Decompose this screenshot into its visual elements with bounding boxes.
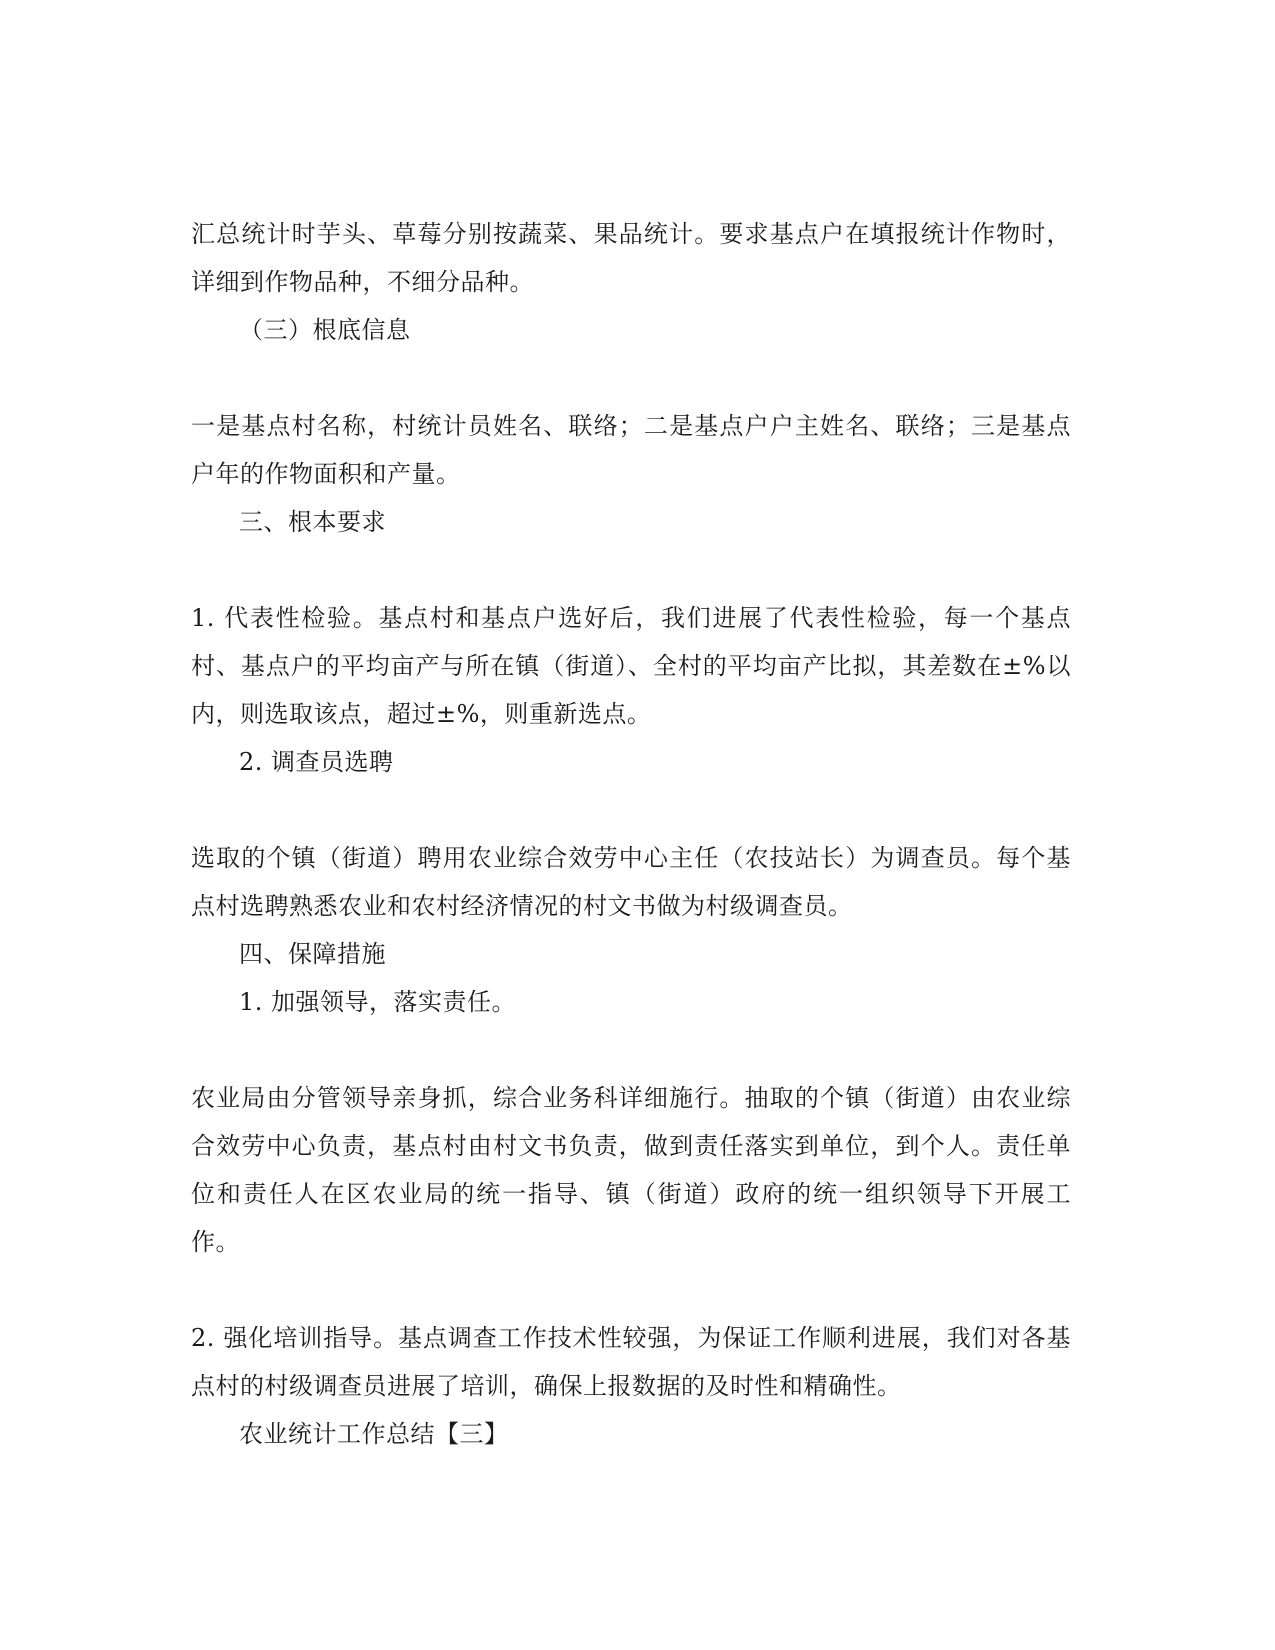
paragraph-leadership: 农业局由分管领导亲身抓，综合业务科详细施行。抽取的个镇（街道）由农业综合效劳中心负责，基点村由村文书负责，做到责任落实到单位，到个人。责任单位和责任人在区农业局的统一指导、镇（街道）政府的统一组织领导下开展工作。: [191, 1084, 1071, 1256]
heading-strengthen-leadership: 1. 加强领导，落实责任。: [239, 988, 517, 1016]
paragraph-basic-info: 一是基点村名称，村统计员姓名、联络；二是基点户户主姓名、联络；三是基点户年的作物面积和产量。: [191, 412, 1071, 488]
paragraph-crop-statistics: 汇总统计时芋头、草莓分别按蔬菜、果品统计。要求基点户在填报统计作物时，详细到作物品种，不细分品种。: [191, 220, 1071, 296]
paragraph-training: 2. 强化培训指导。基点调查工作技术性较强，为保证工作顺利进展，我们对各基点村的村级调查员进展了培训，确保上报数据的及时性和精确性。: [191, 1324, 1071, 1400]
heading-investigator-hiring: 2. 调查员选聘: [239, 748, 394, 776]
heading-basic-requirements: 三、根本要求: [239, 508, 386, 536]
paragraph-representativeness: 1. 代表性检验。基点村和基点户选好后，我们进展了代表性检验，每一个基点村、基点户的平均亩产与所在镇（街道）、全村的平均亩产比拟，其差数在±%以内，则选取该点，超过±%，则重新选点。: [191, 604, 1071, 728]
heading-basic-info: （三）根底信息: [239, 316, 411, 344]
heading-summary-three: 农业统计工作总结【三】: [239, 1420, 509, 1448]
heading-safeguard-measures: 四、保障措施: [239, 940, 386, 968]
paragraph-investigator-hiring: 选取的个镇（街道）聘用农业综合效劳中心主任（农技站长）为调查员。每个基点村选聘熟悉农业和农村经济情况的村文书做为村级调查员。: [191, 844, 1071, 920]
document-body: [191, 210, 1071, 1458]
